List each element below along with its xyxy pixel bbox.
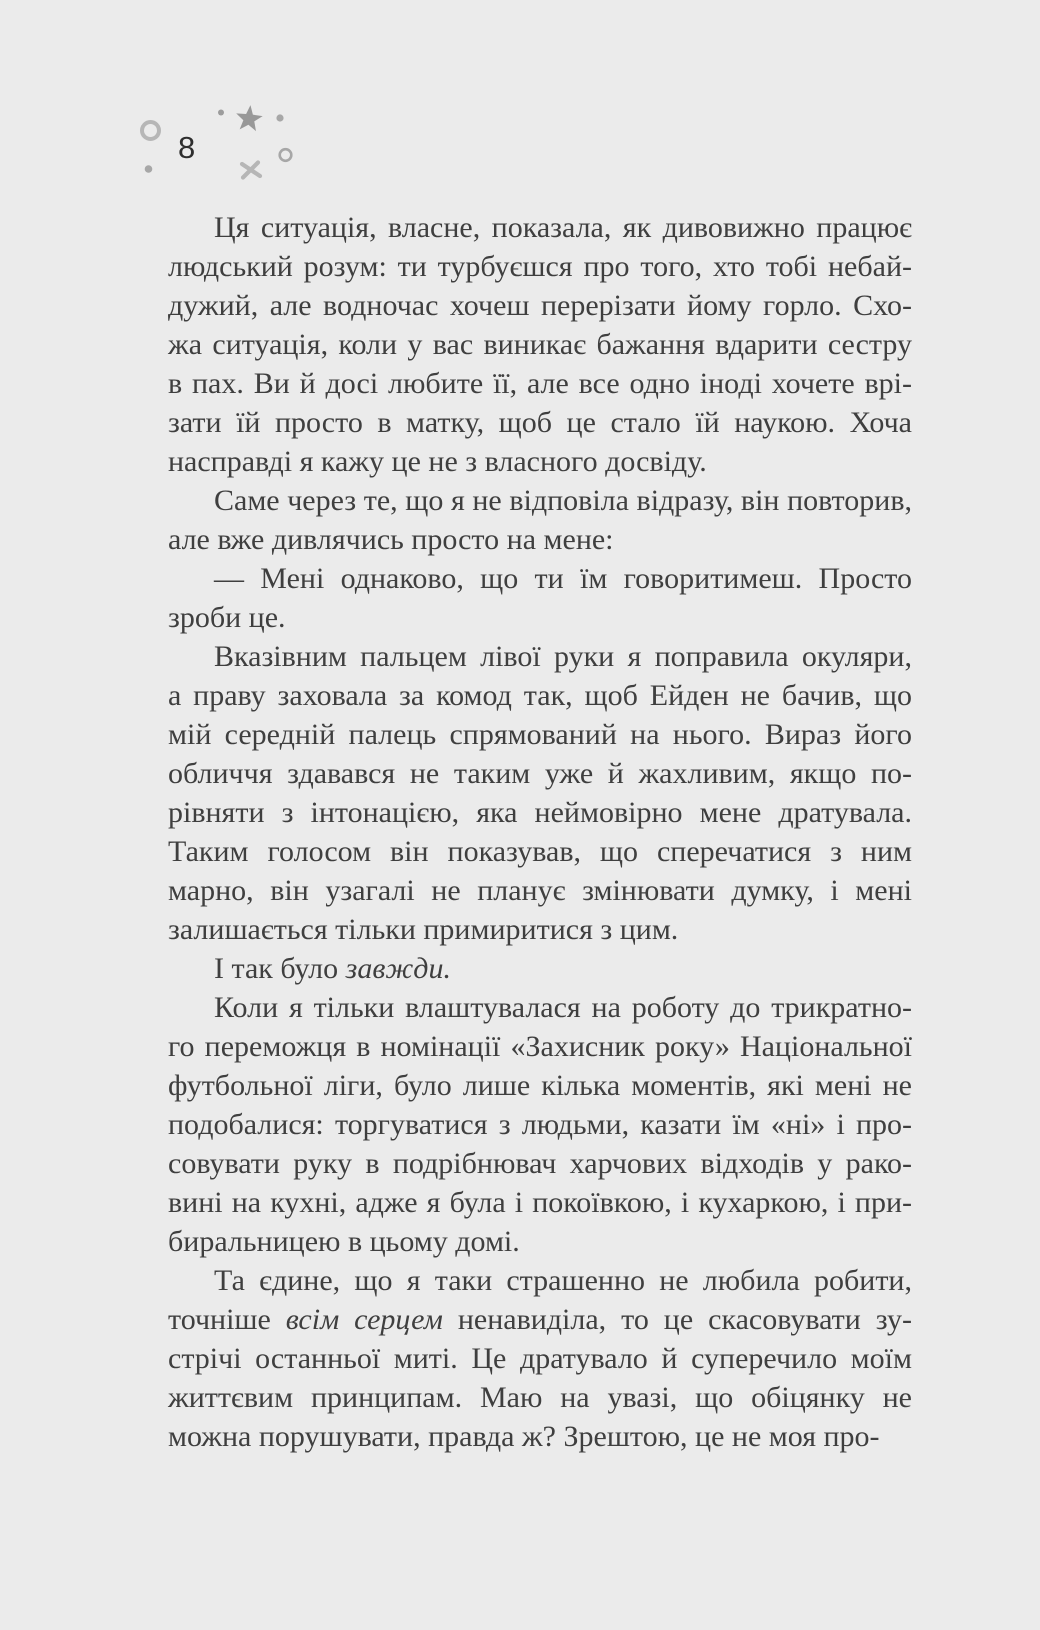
- text-segment: І так було: [214, 952, 346, 985]
- star-icon: [235, 104, 264, 132]
- emphasized-text: завжди.: [345, 952, 451, 985]
- text-line: [168, 559, 912, 598]
- text-segment: а праву заховала за комод так, щоб Ейден не бачив, що: [168, 679, 912, 712]
- circle-outline-small-icon: [280, 149, 292, 161]
- paragraph: [168, 1261, 912, 1456]
- text-block: [168, 208, 912, 1456]
- text-segment: дужий, але водночас хочеш перерізати йому горло. Схо-: [168, 289, 912, 322]
- paragraph: [168, 208, 912, 481]
- text-line: [168, 1144, 912, 1183]
- text-segment: залишається тільки примиритися з цим.: [168, 913, 679, 946]
- text-line: [168, 442, 912, 481]
- text-segment: ненавиділа, то це скасовувати зу-: [442, 1303, 912, 1336]
- text-segment: зроби це.: [168, 601, 286, 634]
- text-line: [168, 325, 912, 364]
- text-segment: людський розум: ти турбуєшся про того, хто тобі небай-: [168, 250, 912, 283]
- text-segment: Саме через те, що я не відповіла відразу, він повторив,: [214, 484, 912, 517]
- text-segment: Ця ситуація, власне, показала, як дивовижно працює: [214, 211, 912, 244]
- text-line: [168, 1066, 912, 1105]
- text-segment: рівняти з інтонацією, яка неймовірно мене дратувала.: [168, 796, 912, 829]
- text-line: [168, 1339, 912, 1378]
- text-line: [168, 910, 912, 949]
- text-segment: футбольної ліги, було лише кілька моментів, які мені не: [168, 1069, 912, 1102]
- text-segment: зати їй просто в матку, щоб це стало їй наукою. Хоча: [168, 406, 912, 439]
- circle-outline-icon: [142, 122, 159, 139]
- text-segment: насправді я кажу це не з власного досвіду.: [168, 445, 707, 478]
- dot-icon: [145, 165, 153, 173]
- text-line: [168, 286, 912, 325]
- text-line: [168, 715, 912, 754]
- text-line: [168, 1183, 912, 1222]
- emphasized-text: всім серцем: [285, 1303, 443, 1336]
- text-line: [168, 1261, 912, 1300]
- text-line: [168, 676, 912, 715]
- text-line: [168, 637, 912, 676]
- dot-icon: [218, 110, 224, 116]
- text-line: [168, 481, 912, 520]
- text-line: [168, 1378, 912, 1417]
- text-segment: совувати руку в подрібнювач харчових відходів у рако-: [168, 1147, 912, 1180]
- text-line: [168, 403, 912, 442]
- text-segment: биральницею в цьому домі.: [168, 1225, 520, 1258]
- text-segment: Вказівним пальцем лівої руки я поправила окуляри,: [214, 640, 912, 673]
- text-line: [168, 208, 912, 247]
- paragraph: [168, 988, 912, 1261]
- text-line: [168, 949, 912, 988]
- text-line: [168, 754, 912, 793]
- text-line: [168, 871, 912, 910]
- text-segment: Та єдине, що я таки страшенно не любила робити,: [214, 1264, 912, 1297]
- decorative-sparkle-cluster: [115, 85, 305, 190]
- text-segment: марно, він узагалі не планує змінювати думку, і мені: [168, 874, 912, 907]
- text-line: [168, 1300, 912, 1339]
- text-line: [168, 793, 912, 832]
- paragraph: [168, 949, 912, 988]
- text-segment: можна порушувати, правда ж? Зрештою, це не моя про-: [168, 1420, 880, 1453]
- page-number: 8: [178, 130, 196, 165]
- paragraph: [168, 637, 912, 949]
- text-line: [168, 520, 912, 559]
- paragraph: [168, 481, 912, 559]
- text-line: [168, 598, 912, 637]
- text-segment: стрічі останньої миті. Це дратувало й суперечило моїм: [168, 1342, 912, 1375]
- text-segment: мій середній палець спрямований на нього. Вираз його: [168, 718, 912, 751]
- text-segment: го переможця в номінації «Захисник року» Національної: [168, 1030, 912, 1063]
- paragraph: [168, 559, 912, 637]
- dot-icon: [276, 114, 283, 121]
- text-line: [168, 1105, 912, 1144]
- text-line: [168, 832, 912, 871]
- text-segment: точніше: [168, 1303, 286, 1336]
- text-segment: Таким голосом він показував, що сперечатися з ним: [168, 835, 912, 868]
- text-segment: Коли я тільки влаштувалася на роботу до трикратно-: [214, 991, 912, 1024]
- text-segment: вині на кухні, адже я була і покоївкою, і кухаркою, і при-: [168, 1186, 912, 1219]
- text-segment: в пах. Ви й досі любите її, але все одно іноді хочете врі-: [168, 367, 912, 400]
- text-segment: подобалися: торгуватися з людьми, казати їм «ні» і про-: [168, 1108, 912, 1141]
- text-segment: — Мені однаково, що ти їм говоритимеш. Просто: [214, 562, 912, 595]
- text-segment: обличчя здавався не таким уже й жахливим, якщо по-: [168, 757, 912, 790]
- text-line: [168, 1027, 912, 1066]
- text-segment: жа ситуація, коли у вас виникає бажання вдарити сестру: [168, 328, 912, 361]
- text-segment: але вже дивлячись просто на мене:: [168, 523, 614, 556]
- text-line: [168, 988, 912, 1027]
- text-line: [168, 1417, 912, 1456]
- text-line: [168, 1222, 912, 1261]
- text-line: [168, 364, 912, 403]
- text-segment: життєвим принципам. Маю на увазі, що обіцянку не: [168, 1381, 912, 1414]
- text-line: [168, 247, 912, 286]
- x-sparkle-icon: [242, 163, 260, 178]
